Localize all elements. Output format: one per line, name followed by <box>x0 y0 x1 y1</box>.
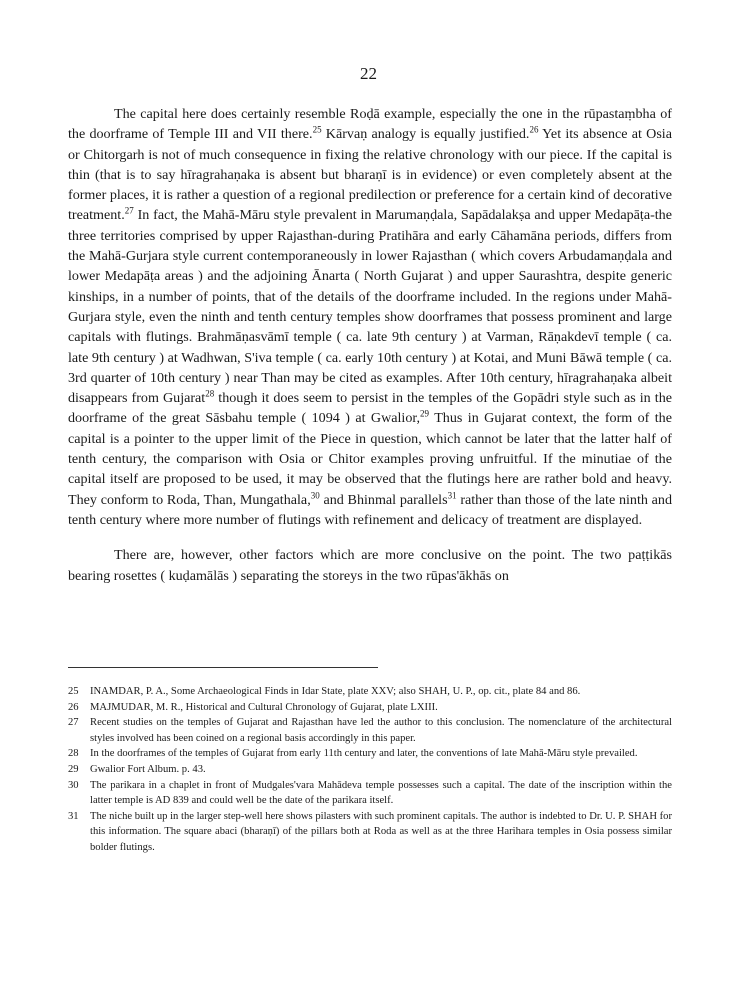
paragraph-1-text-g: rather than those of the late ninth and tenth century where more number of flutings with refinement and delicacy of treatment are displayed. <box>68 491 673 528</box>
footnote-text: MAJMUDAR, M. R., Historical and Cultural Chronology of Gujarat, plate LXIII. <box>90 701 438 713</box>
body-text <box>68 104 672 586</box>
footnotes-list <box>68 684 672 856</box>
footnote-text: Gwalior Fort Album. p. 43. <box>90 763 206 775</box>
footnote-number: 27 <box>68 717 79 729</box>
page-number: 22 <box>360 64 377 83</box>
footnote-25 <box>68 684 672 700</box>
footnote-27 <box>68 715 672 746</box>
paragraph-1 <box>68 104 672 530</box>
footnote-number: 25 <box>68 686 79 697</box>
footnote-31 <box>68 809 672 856</box>
paragraph-1-text-d: though it does seem to persist in the temples of the Gopādri style such as in the doorframe of the great Sāsbahu temple ( 1094 ) at Gwalior, <box>68 390 672 427</box>
footnote-ref-30[interactable]: 30 <box>310 489 320 500</box>
footnote-ref-27[interactable]: 27 <box>124 205 134 216</box>
footnote-number: 28 <box>68 748 79 760</box>
footnote-number: 26 <box>68 701 79 713</box>
paragraph-1-text-b: Yet its absence at Osia or Chitorgarh is not of much consequence in fixing the relative chronology with our piece. If the capital is thin (that is to say hīragrahaṇaka is absent but bharaṇī is in evidence) or even completely absent at the former places, it is rather a question of a regional predilection or preference for a certain kind of decorative treatment. <box>68 126 672 224</box>
footnote-number: 29 <box>68 763 79 775</box>
footnote-separator <box>68 667 378 668</box>
footnote-number: 31 <box>68 810 79 822</box>
footnote-26 <box>68 700 672 716</box>
footnote-text: Recent studies on the temples of Gujarat and Rajasthan have led the author to this conclusion. The nomenclature of the architectural styles involved has been coined on a regional basis accordingly in this paper. <box>90 717 672 744</box>
footnote-29 <box>68 762 672 778</box>
footnote-text: INAMDAR, P. A., Some Archaeological Finds in Idar State, plate XXV; also SHAH, U. P., op. cit., plate 84 and 86. <box>90 686 581 697</box>
footnote-ref-31[interactable]: 31 <box>447 489 457 500</box>
footnote-text: The niche built up in the larger step-well here shows pilasters with such prominent capitals. The author is indebted to Dr. U. P. SHAH for this information. The square abaci (bharaṇī) of the pillars both at Roda as well as at the three Harihara temples in Osia possess similar bolder flutings. <box>90 810 672 853</box>
paragraph-1-lead: The capital here does certainly resemble Roḍā example, especially the one in the rūpastaṃbha of the doorframe of Temple III and VII there. <box>68 106 672 143</box>
footnote-number: 30 <box>68 779 79 791</box>
footnote-ref-26[interactable]: 26 <box>529 124 539 135</box>
paragraph-2: There are, however, other factors which are more conclusive on the point. The two paṭṭikās bearing rosettes ( kuḍamālās ) separating the storeys in the two rūpas'ākhās on <box>68 547 672 584</box>
footnote-ref-29[interactable]: 29 <box>420 408 430 419</box>
footnote-text: The parikara in a chaplet in front of Mudgales'vara Mahādeva temple possesses such a capital. The date of the inscription within the latter temple is AD 839 and could well be the date of the parikara itself. <box>90 779 672 807</box>
paragraph-1-text-c: In fact, the Mahā-Māru style prevalent in Marumaṇḍala, Sapādalakṣa and upper Medapāṭa-the three territories comprised by upper Rajasthan-during Pratihāra and early Cāhamāna periods, differs from the Mahā-Gurjara style current contemporaneously in lower Rajasthan ( which covers Arbudamaṇḍala and lower Medapāṭa areas ) and the adjoining Ānarta ( North Gujarat ) and upper Saurashtra, despite generic kinships, in a number of points, that of the details of the doorframe included. In the regions under Mahā-Gurjara style, even the ninth and tenth century temples show doorframes that possess prominent and large capitals with flutings. Brahmāṇasvāmī temple ( ca. late 9th century ) at Varman, Rāṇakdevī temple ( ca. late 9th century ) at Wadhwan, S'iva temple ( ca. early 10th century ) at Kotai, and Muni Bāwā temple ( ca. 3rd quarter of 10th century ) near Than may be cited as examples. After 10th century, hīragrahaṇaka albeit disappears from Gujarat <box>68 207 672 407</box>
paragraph-1-text-a: Kārvaṇ analogy is equally justified. <box>321 126 530 143</box>
paragraph-1-text-f: and Bhinmal parallels <box>319 491 448 508</box>
footnote-30 <box>68 778 672 809</box>
footnote-ref-28[interactable]: 28 <box>205 388 215 399</box>
paragraph-1-text-e: Thus in Gujarat context, the form of the capital is a pointer to the upper limit of the Piece in question, which cannot be later that the latter half of tenth century, the comparison with Osia or Chitor examples proving unfruitful. If the minutiae of the capital itself are proposed to be used, it may be observed that the flutings here are rather bold and heavy. They conform to Roda, Than, Mungathala, <box>68 410 672 508</box>
footnote-28 <box>68 746 672 762</box>
footnote-ref-25[interactable]: 25 <box>312 124 322 135</box>
footnote-text: In the doorframes of the temples of Gujarat from early 11th century and later, the conventions of late Mahā-Māru style prevailed. <box>90 748 638 760</box>
